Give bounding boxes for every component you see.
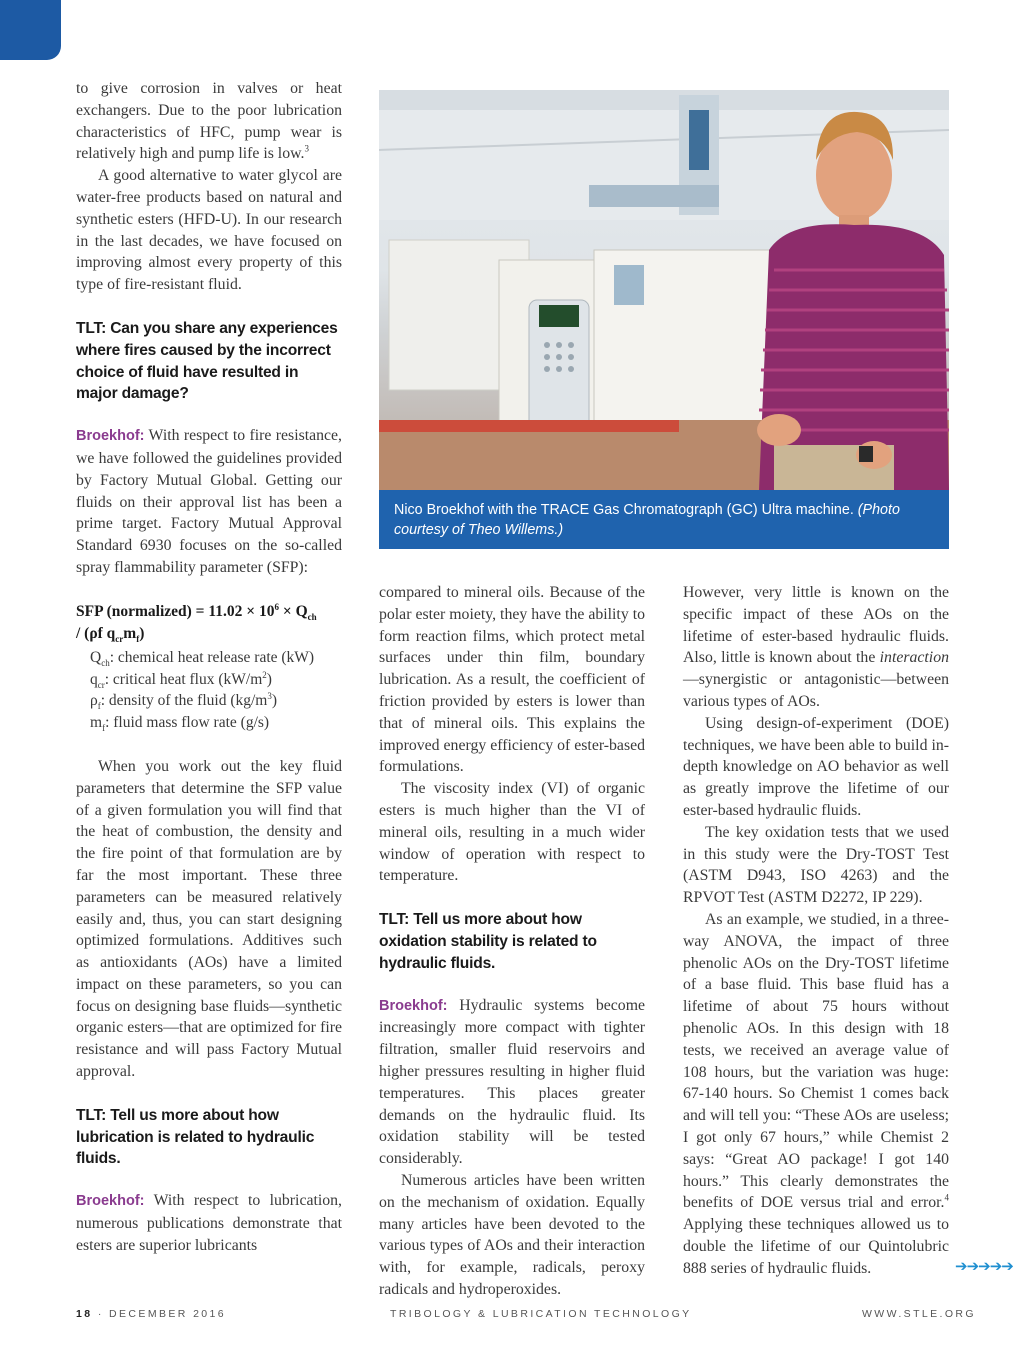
paragraph-text: However, very little is known on the specific impact of these AOs on the lifetime of ester-based hydraulic fluids. Also, little is known about the: [683, 584, 949, 667]
formula-line: [76, 623, 342, 645]
formula-part: SFP (normalized) = 11.02 × 10: [76, 602, 275, 620]
speaker-label: Broekhof:: [76, 428, 145, 445]
definition-line: [90, 712, 342, 734]
right-column: [683, 582, 949, 1280]
paragraph: [683, 909, 949, 1280]
corner-color-tab: [0, 0, 61, 60]
formula-subscript: cr: [115, 633, 124, 644]
photo-illustration: [379, 90, 949, 490]
definition-text: ): [271, 692, 278, 710]
definition-text: : density of the fluid (kg/m: [100, 692, 268, 710]
paragraph: The viscosity index (VI) of organic esters is much higher than the VI of mineral oils, resulting in a much wider window of operation with respect to temperature.: [379, 780, 645, 885]
interview-question: TLT: Tell us more about how lubrication is related to hydraulic fluids.: [76, 1106, 315, 1168]
answer-text: Hydraulic systems become increasingly more compact with tighter filtration, smaller fluid reservoirs and higher pressures resulting in higher fluid temperatures. This places greater demands on the hydraulic fluid. Its oxidation stability will be tested considerably.: [379, 996, 645, 1168]
lab-photo: [379, 90, 949, 490]
formula-definitions: [90, 647, 342, 734]
definition-line: [90, 647, 342, 669]
formula-line: [76, 601, 342, 623]
symbol-subscript: f: [102, 723, 106, 734]
symbol-subscript: cr: [97, 679, 105, 690]
interview-question: TLT: Can you share any experiences where fires caused by the incorrect choice of fluid have resulted in major damage?: [76, 319, 338, 403]
unit-exponent: 3: [267, 691, 272, 702]
answer-text: With respect to lubrication, numerous publications demonstrate that esters are superior lubricants: [76, 1192, 342, 1254]
emphasis-text: interaction: [879, 649, 949, 667]
symbol: m: [90, 714, 103, 732]
symbol: Q: [90, 648, 102, 666]
definition-text: : critical heat flux (kW/m: [104, 670, 263, 688]
left-column: [76, 78, 342, 1257]
paragraph: When you work out the key fluid parameters that determine the SFP value of a given formulation you will find that the heat of combustion, the density and the fire point of that formulation are by far the most important. These three parameters can be measured relatively easily and, thus, you can start designing optimized formulations. Additives such as antioxidants (AOs) have a limited impact on these parameters, so you can focus on designing base fluids—synthetic organic esters—that are optimized for fire resistance and will pass Factory Mutual approval.: [76, 757, 342, 1081]
symbol: ρ: [90, 692, 98, 710]
paragraph-text: to give corrosion in valves or heat exchangers. Due to the poor lubrication characteristics of HFC, pump wear is relatively high and pump life is low.: [76, 80, 342, 163]
photo-caption: [379, 490, 949, 549]
symbol-subscript: f: [97, 701, 101, 712]
paragraph: [76, 78, 342, 165]
middle-column: [379, 582, 645, 1301]
page-number: 18: [76, 1308, 93, 1320]
paragraph: Numerous articles have been written on the mechanism of oxidation. Equally many articles have been devoted to the various types of AOs and their interaction with, for example, radicals, peroxy radicals and hydroperoxides.: [379, 1171, 645, 1298]
definition-line: [90, 669, 342, 691]
website-url: WWW.STLE.ORG: [862, 1308, 976, 1320]
paragraph: The key oxidation tests that we used in this study were the Dry-TOST Test (ASTM D943, ISO 4263) and the RPVOT Test (ASTM D2272, IP 229).: [683, 823, 949, 907]
caption-credit: (Photo courtesy of Theo Willems.): [394, 502, 900, 538]
paragraph-text: Applying these techniques allowed us to double the lifetime of our Quintolubric 888 series of hydraulic fluids.: [683, 1216, 949, 1277]
reference-superscript: 3: [304, 144, 309, 155]
formula-subscript: f: [136, 633, 140, 644]
formula-part: × Q: [279, 602, 308, 620]
definition-text: ): [266, 670, 272, 688]
answer-paragraph: [379, 995, 645, 1170]
symbol-subscript: ch: [101, 657, 110, 668]
answer-paragraph: [76, 1190, 342, 1256]
paragraph: [683, 582, 949, 713]
paragraph-text: As an example, we studied, in a three-way ANOVA, the impact of three phenolic AOs on the Dry-TOST lifetime of a base fluid. This base fluid has a lifetime of about 75 hours without phenolic AOs. In this design with 18 tests, we received an average value of 108 hours, but the variation was huge: 67-140 hours. So Chemist 1 comes back and will tell you: “These AOs are useless; I got only 67 hours,” while Chemist 2 says: “Great AO package! I got 140 hours.” This clearly demonstrates the benefits of DOE versus trial and error.: [683, 910, 949, 1212]
sfp-formula: [76, 601, 342, 734]
interview-question: TLT: Tell us more about how oxidation stability is related to hydraulic fluids.: [379, 911, 597, 972]
continue-arrows-icon: ➔➔➔➔➔: [955, 1257, 1013, 1275]
magazine-name: TRIBOLOGY & LUBRICATION TECHNOLOGY: [390, 1308, 692, 1320]
symbol: q: [90, 670, 98, 688]
formula-exponent: 6: [274, 601, 279, 612]
caption-text: Nico Broekhof with the TRACE Gas Chromatograph (GC) Ultra machine.: [394, 502, 854, 518]
speaker-label: Broekhof:: [76, 1193, 145, 1210]
definition-line: [90, 690, 342, 712]
reference-superscript: 4: [944, 1193, 949, 1204]
formula-part: / (ρf q: [76, 624, 116, 642]
issue-date: DECEMBER 2016: [109, 1308, 227, 1320]
answer-paragraph: [76, 425, 342, 579]
definition-text: : fluid mass flow rate (g/s): [105, 714, 270, 732]
formula-subscript: ch: [307, 611, 317, 622]
formula-part: ): [139, 624, 145, 642]
paragraph: A good alternative to water glycol are water-free products based on natural and synthetic esters (HFD-U). In our research in the last decades, we have focused on improving almost every property of this type of fire-resistant fluid.: [76, 167, 342, 294]
definition-text: : chemical heat release rate (kW): [109, 648, 315, 666]
paragraph: compared to mineral oils. Because of the polar ester moiety, they have the ability to form reaction films, which protect metal surfaces under thin film, boundary lubrication. As a result, the coefficient of friction provided by esters is lower than that of mineral oils. This explains the improved energy efficiency of ester-based formulations.: [379, 584, 645, 776]
paragraph: Using design-of-experiment (DOE) techniques, we have been able to build in-depth knowledge on AO behavior as well as greatly improve the lifetime of our ester-based hydraulic fluids.: [683, 714, 949, 819]
footer-separator: ·: [97, 1308, 104, 1320]
formula-part: m: [123, 624, 137, 642]
paragraph-text: —synergistic or antagonistic—between various types of AOs.: [683, 671, 949, 710]
footer-left: [76, 1308, 226, 1320]
answer-text: With respect to fire resistance, we have followed the guidelines provided by Factory Mutual Global. Getting our fluids on their approval list has been a prime target. Factory Mutual Approval Standard 6930 focuses on the so-called spray flammability parameter (SFP):: [76, 427, 342, 576]
speaker-label: Broekhof:: [379, 997, 448, 1014]
unit-exponent: 2: [262, 669, 267, 680]
